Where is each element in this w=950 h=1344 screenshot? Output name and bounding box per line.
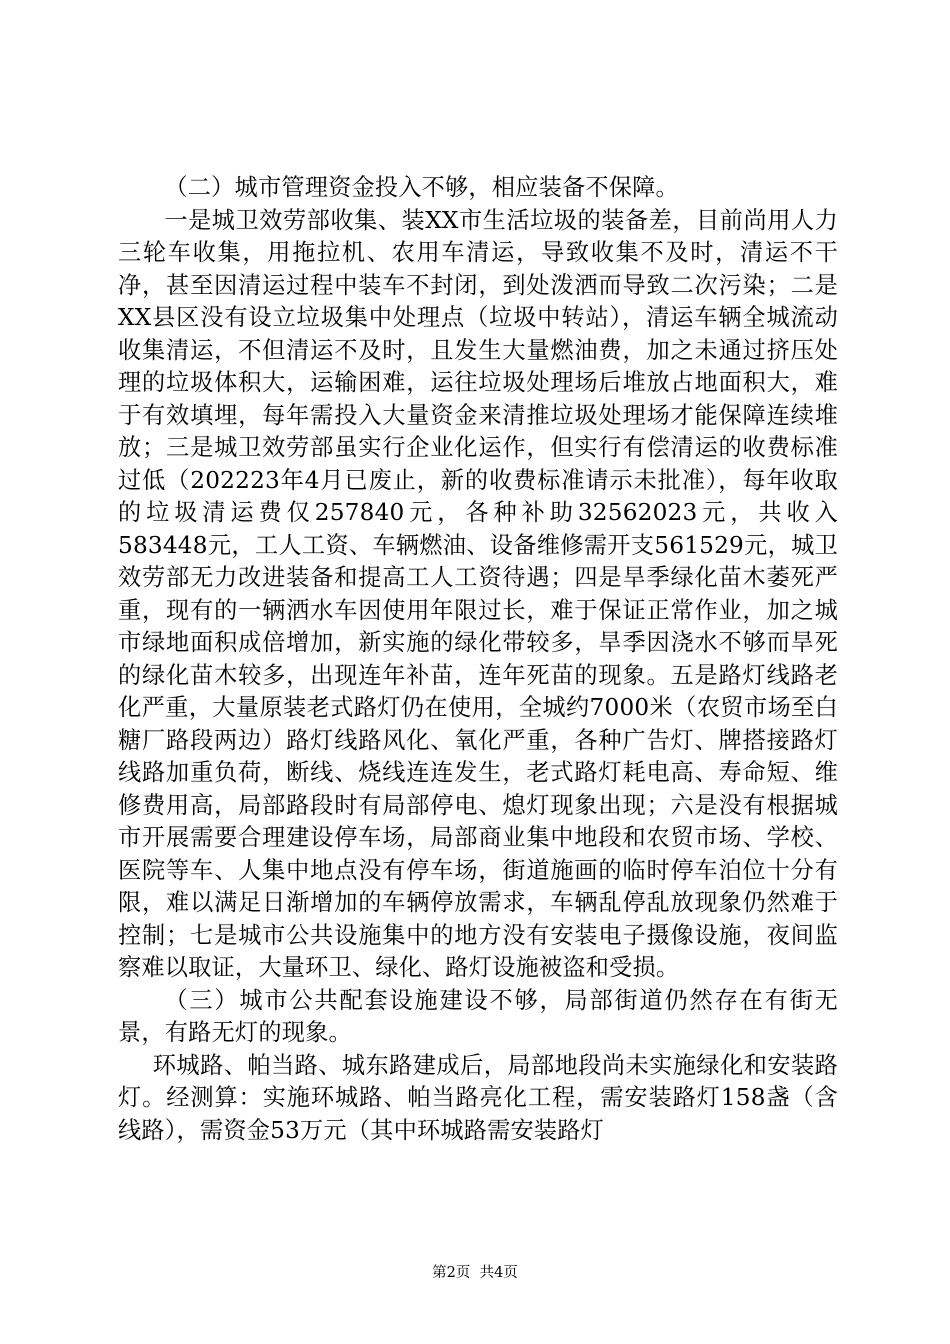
document-body (118, 172, 838, 1147)
page-footer: 第2页 共4页 (432, 1265, 518, 1281)
section-heading-2: （二）城市管理资金投入不够，相应装备不保障。 (164, 174, 679, 201)
paragraph-equipment-issues: 一是城卫效劳部收集、装XX市生活垃圾的装备差，目前尚用人力三轮车收集，用拖拉机、农用车清运，导致收集不及时，清运不干净，甚至因清运过程中装车不封闭，到处泼洒而导致二次污染；二是XX县区没有设立垃圾集中处理点（垃圾中转站），清运车辆全城流动收集清运，不但清运不及时，且发生大量燃油费，加之未通过挤压处理的垃圾体积大，运输困难，运往垃圾处理场后堆放占地面积大，难于有效填埋，每年需投入大量资金来清推垃圾处理场才能保障连续堆放；三是城卫效劳部虽实行企业化运作，但实行有偿清运的收费标准过低（202223年4月已废止，新的收费标准请示未批准），每年收取的垃圾清运费仅257840元，各种补助32562023元，共收入583448元，工人工资、车辆燃油、设备维修需开支561529元，城卫效劳部无力改进装备和提高工人工资待遇；四是旱季绿化苗木萎死严重，现有的一辆洒水车因使用年限过长，难于保证正常作业，加之城市绿地面积成倍增加，新实施的绿化带较多，旱季因浇水不够而旱死的绿化苗木较多，出现连年补苗，连年死苗的现象。五是路灯线路老化严重，大量原装老式路灯仍在使用，全城约7000米（农贸市场至白糖厂路段两边）路灯线路风化、氧化严重，各种广告灯、牌搭接路灯线路加重负荷，断线、烧线连连发生，老式路灯耗电高、寿命短、维修费用高，局部路段时有局部停电、熄灯现象出现；六是没有根据城市开展需要合理建设停车场，局部商业集中地段和农贸市场、学校、医院等车、人集中地点没有停车场，街道施画的临时停车泊位十分有限，难以满足日渐增加的车辆停放需求，车辆乱停乱放现象仍然难于控制；七是城市公共设施集中的地方没有安装电子摄像设施，夜间监察难以取证，大量环卫、绿化、路灯设施被盗和受损。 (118, 206, 838, 981)
paragraph-lighting-project: 环城路、帕当路、城东路建成后，局部地段尚未实施绿化和安装路灯。经测算：实施环城路、帕当路亮化工程，需安装路灯158盏（含线路），需资金53万元（其中环城路需安装路灯 (118, 1051, 838, 1144)
section-heading-3: （三）城市公共配套设施建设不够，局部街道仍然存在有街无景，有路无灯的现象。 (118, 986, 838, 1046)
